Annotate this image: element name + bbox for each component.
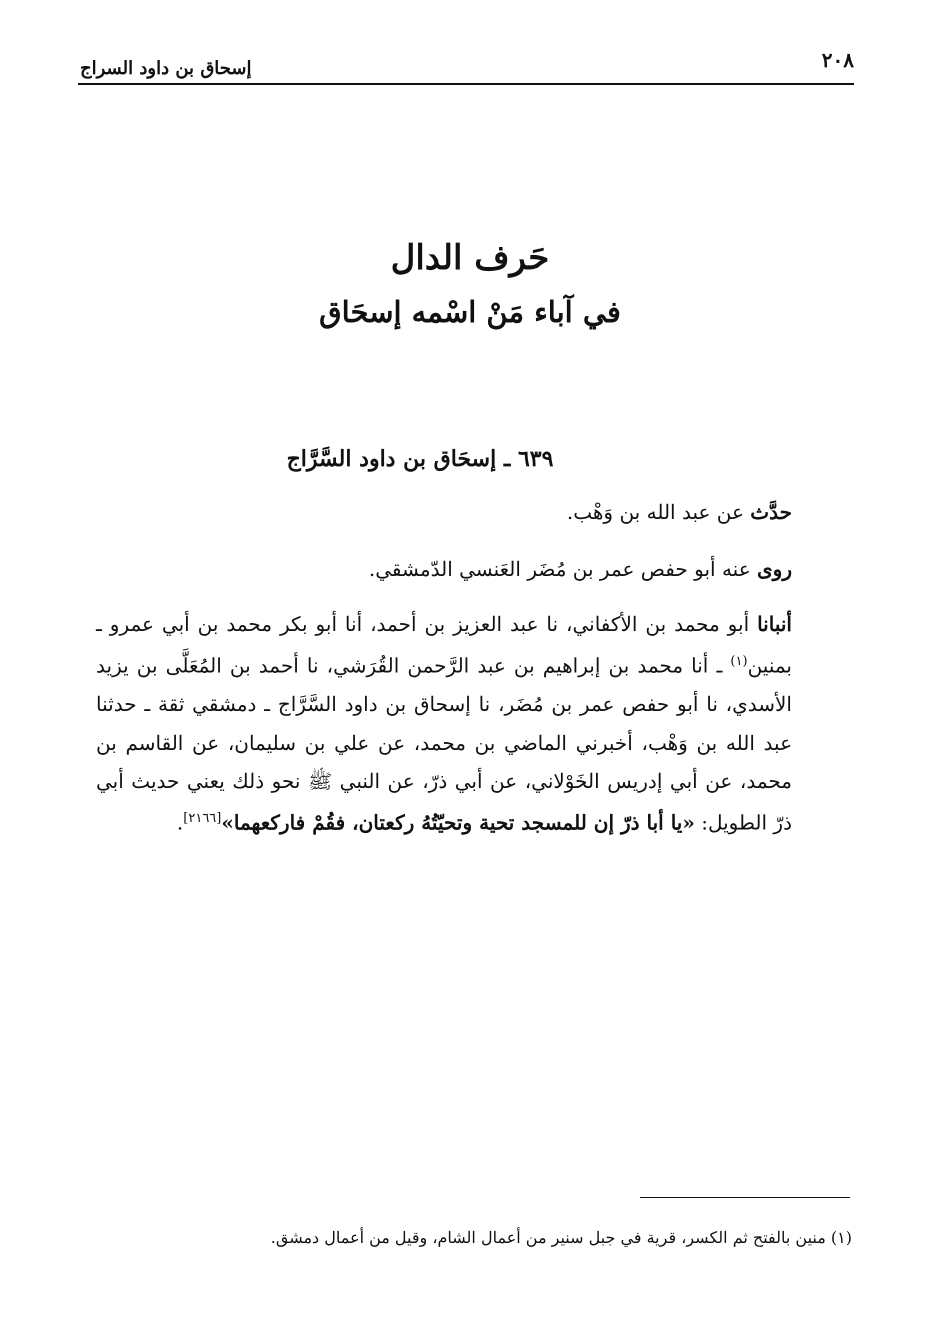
paragraph-lead: حدَّث <box>750 500 792 524</box>
hadith-quote: «يا أبا ذرّ إن للمسجد تحية وتحيّتُهُ ركعتان، فقُمْ فاركعهما» <box>221 810 695 835</box>
paragraph-isnad <box>96 605 792 842</box>
chapter-subtitle: في آباء مَنْ اسْمه إسحَاق <box>319 295 621 329</box>
footnote-marker[interactable]: (١) <box>730 654 748 670</box>
entry-heading: ٦٣٩ ـ إسحَاق بن داود السَّرَّاج <box>286 446 554 472</box>
paragraph-text: عنه أبو حفص عمر بن مُضَر العَنسي الدّمشقي. <box>368 557 758 581</box>
hadith-reference: [٢١٦٦] <box>183 811 222 827</box>
paragraph-lead: روى <box>757 557 792 581</box>
paragraph-text: أبو محمد بن الأكفاني، نا عبد العزيز بن أحمد، أنا أبو بكر محمد بن أبي عمرو ـ بمنين <box>96 612 792 678</box>
paragraph-text: ـ أنا محمد بن إبراهيم بن عبد الرَّحمن القُرَشي، نا أحمد بن المُعَلَّى بن يزيد الأسدي، نا أبو حفص عمر بن مُضَر، نا إسحاق بن داود السَّرَّاج ـ دمشقي ثقة ـ حدثنا عبد الله بن وَهْب، أخبرني الماضي بن محمد، عن علي بن سليمان، عن القاسم بن محمد، عن أبي إدريس الخَوْلاني، عن أبي ذرّ، عن النبي ﷺ نحو ذلك يعني حديث أبي ذرّ الطويل: <box>96 653 793 835</box>
footnote-rule <box>640 1197 850 1198</box>
page-number: ٢٠٨ <box>821 48 854 72</box>
footnote: (١) منين بالفتح ثم الكسر، قرية في جبل سنير من أعمال الشام، وقيل من أعمال دمشق. <box>270 1228 852 1247</box>
paragraph-narrated <box>96 493 792 531</box>
paragraph-end: . <box>176 810 184 835</box>
paragraph-lead: أنبانا <box>757 612 792 636</box>
paragraph-narrators <box>96 550 792 588</box>
running-title: إسحاق بن داود السراج <box>80 58 252 79</box>
chapter-title: حَرف الدال <box>390 238 550 278</box>
header-rule <box>78 83 854 85</box>
paragraph-text: عن عبد الله بن وَهْب. <box>566 500 751 524</box>
